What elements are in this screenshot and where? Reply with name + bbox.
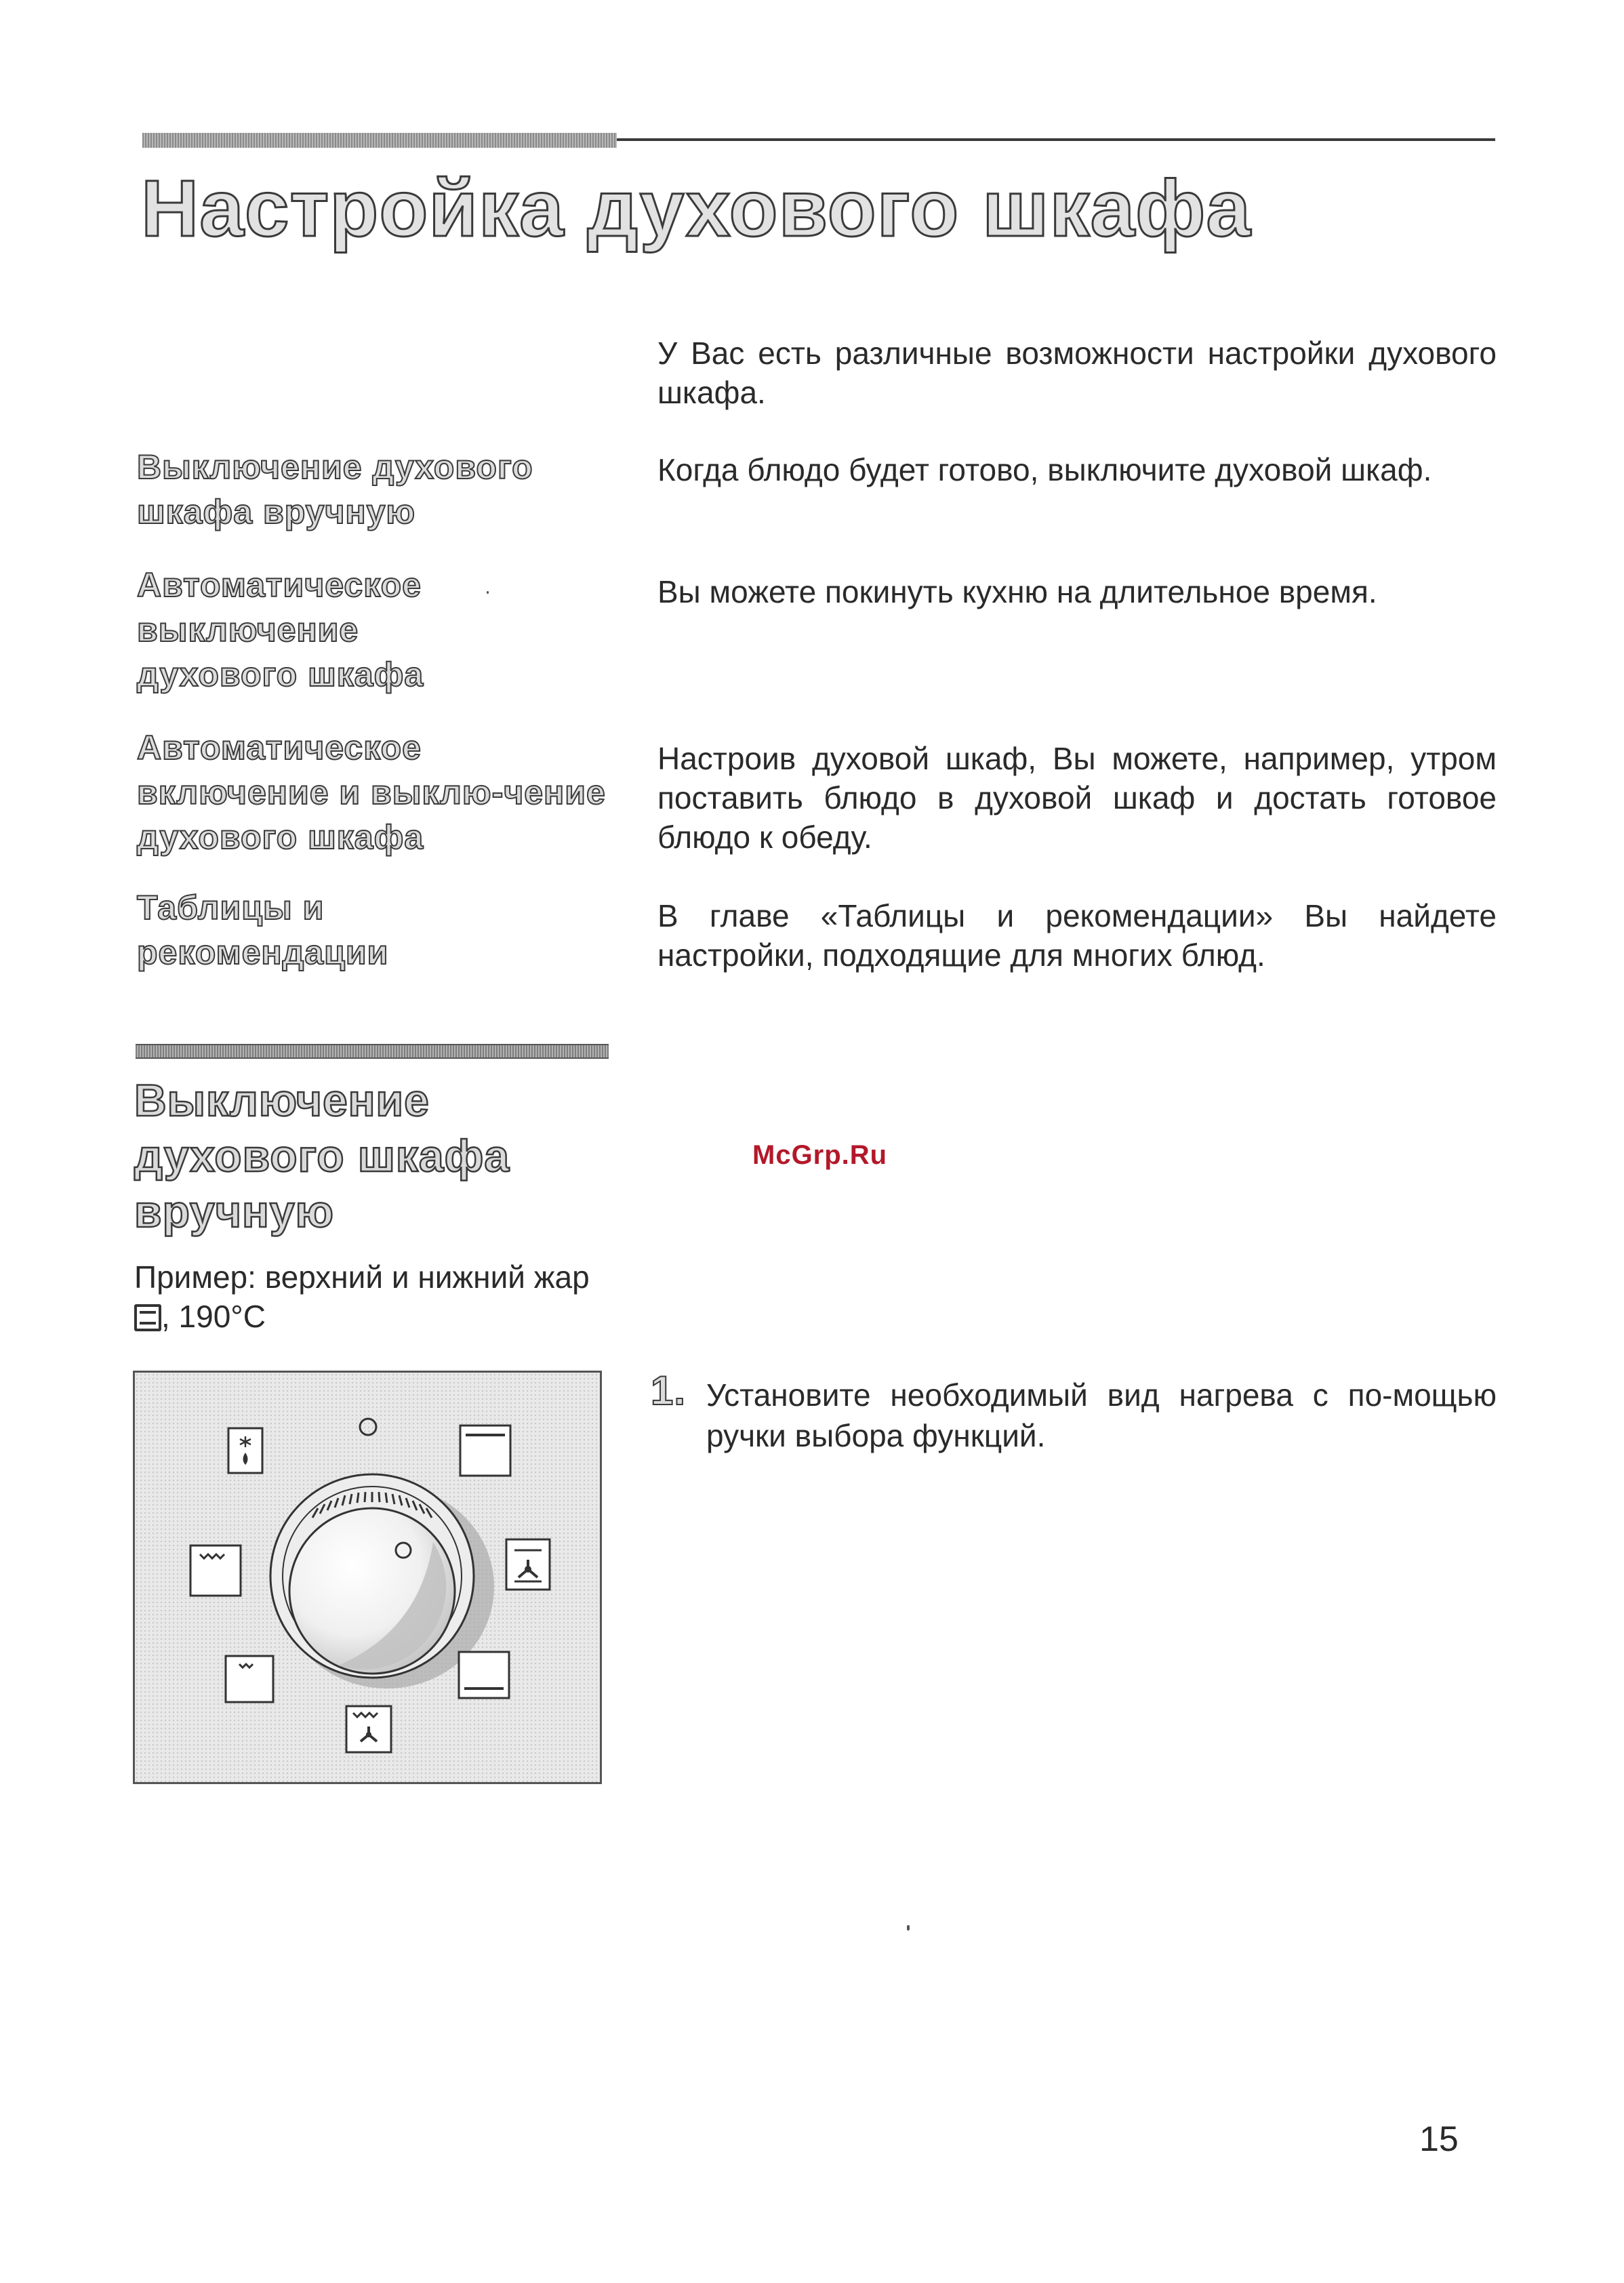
feature-heading-auto-off: Автоматическое выключение духового шкафа xyxy=(137,566,424,693)
feature-heading-tables: Таблицы и рекомендации xyxy=(137,889,389,971)
scan-speck xyxy=(907,1925,910,1931)
step-text: Установите необходимый вид нагрева с по-мощью ручки выбора функций. xyxy=(706,1377,1497,1453)
feature-heading-manual-off: Выключение духового шкафа вручную xyxy=(137,448,533,531)
header-rule-thick xyxy=(142,133,617,148)
example-prefix: Пример: верхний и нижний жар xyxy=(134,1259,590,1295)
indicator-light-icon xyxy=(360,1419,376,1435)
header-rule-thin xyxy=(617,138,1495,141)
section-title: Выключение духового шкафа вручную xyxy=(134,1075,510,1236)
top-bottom-heat-icon xyxy=(459,1652,509,1698)
small-grill-icon xyxy=(190,1545,241,1596)
hot-air-icon xyxy=(506,1539,550,1590)
top-bottom-heat-icon xyxy=(134,1304,161,1331)
defrost-icon xyxy=(228,1428,262,1473)
large-grill-icon xyxy=(460,1426,510,1476)
feature-text-manual-off: Когда блюдо будет готово, выключите духовой шкаф. xyxy=(657,452,1432,487)
feature-text-auto-on-off: Настроив духовой шкаф, Вы можете, например, утром поставить блюдо в духовой шкаф и достать готовое блюдо к обеду. xyxy=(657,741,1497,855)
grill-fan-icon xyxy=(346,1706,391,1752)
intro-text: У Вас есть различные возможности настройки духового шкафа. xyxy=(657,336,1497,410)
watermark: McGrp.Ru xyxy=(752,1140,888,1170)
page-title: Настройка духового шкафа xyxy=(141,164,1252,254)
control-panel-illustration xyxy=(133,1371,602,1784)
bottom-heat-icon xyxy=(226,1656,273,1702)
example-text xyxy=(134,1257,622,1336)
feature-text-auto-off: Вы можете покинуть кухню на длительное время. xyxy=(657,574,1377,609)
feature-heading-auto-on-off: Автоматическое включение и выклю-чение духового шкафа xyxy=(137,729,606,856)
example-suffix: , 190°C xyxy=(161,1299,266,1334)
page-number: 15 xyxy=(1419,2120,1459,2159)
step-number: 1. xyxy=(651,1368,687,1413)
feature-text-tables: В главе «Таблицы и рекомендации» Вы найдете настройки, подходящие для многих блюд. xyxy=(657,898,1497,973)
scan-speck xyxy=(487,591,489,594)
section-rule xyxy=(136,1044,609,1059)
